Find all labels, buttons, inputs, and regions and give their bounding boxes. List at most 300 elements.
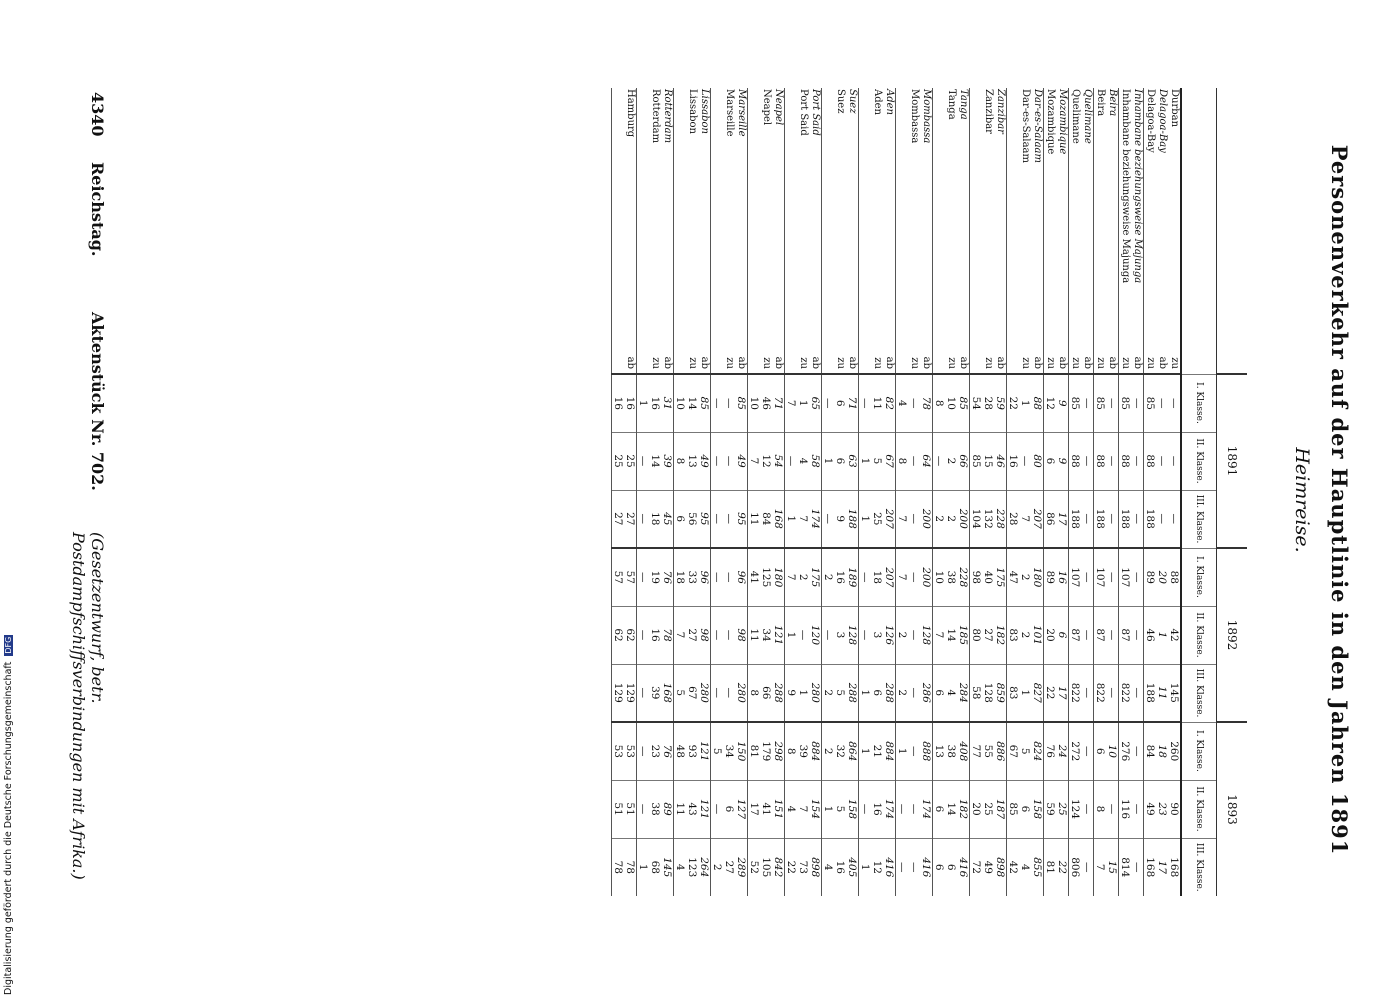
value-cell: 41	[748, 548, 761, 606]
value-cell: 84	[1144, 722, 1157, 780]
table-row	[945, 88, 957, 896]
value-cell: —	[1156, 490, 1168, 548]
value-cell: 31	[661, 374, 674, 432]
value-cell: 62	[612, 606, 625, 664]
class-header: II. Klasse.	[1181, 432, 1217, 490]
value-cell: 416	[883, 838, 896, 896]
value-cell: 1	[785, 490, 798, 548]
station-name: Delagoa-Bay	[1144, 88, 1157, 338]
value-cell: 57	[612, 548, 625, 606]
value-cell: 4	[896, 374, 909, 432]
value-cell: 5	[674, 664, 687, 722]
value-cell: 1	[1019, 374, 1031, 432]
value-cell: —	[637, 606, 650, 664]
table-row	[748, 88, 761, 896]
value-cell: 64	[920, 432, 933, 490]
direction-label	[822, 338, 835, 374]
value-cell: 63	[846, 432, 859, 490]
value-cell: 8	[785, 722, 798, 780]
value-cell: 1	[859, 664, 872, 722]
station-name: Rotterdam	[662, 89, 673, 144]
value-cell: 898	[809, 838, 822, 896]
table-row	[735, 88, 748, 896]
value-cell: 16	[624, 374, 637, 432]
value-cell: 174	[883, 780, 896, 838]
value-cell: 25	[624, 432, 637, 490]
value-cell: —	[797, 606, 809, 664]
value-cell: —	[1106, 432, 1119, 490]
direction-label: ab	[921, 356, 932, 369]
value-cell: —	[723, 374, 735, 432]
value-cell: 39	[661, 432, 674, 490]
table-row	[1119, 88, 1132, 896]
value-cell: 276	[1119, 722, 1132, 780]
value-cell: 17	[1156, 838, 1168, 896]
value-cell: 16	[1007, 432, 1020, 490]
station-name: Durban	[1169, 89, 1180, 128]
table-row	[674, 88, 687, 896]
value-cell: 83	[1007, 606, 1020, 664]
value-cell: 174	[920, 780, 933, 838]
value-cell: —	[1156, 432, 1168, 490]
value-cell: 855	[1031, 838, 1044, 896]
value-cell: 884	[883, 722, 896, 780]
value-cell: 132	[982, 490, 994, 548]
value-cell: 98	[698, 606, 711, 664]
direction-label: zu	[1144, 338, 1157, 374]
value-cell: 18	[674, 548, 687, 606]
value-cell: —	[723, 606, 735, 664]
value-cell: 207	[883, 548, 896, 606]
table-row	[637, 88, 650, 896]
value-cell: 88	[1031, 374, 1044, 432]
value-cell: 168	[1168, 838, 1181, 896]
value-cell: 67	[883, 432, 896, 490]
direction-label	[785, 338, 798, 374]
value-cell: 101	[1031, 606, 1044, 664]
direction-label	[748, 338, 761, 374]
value-cell: 27	[723, 838, 735, 896]
value-cell: 25	[612, 432, 625, 490]
value-cell: 53	[612, 722, 625, 780]
direction-label: zu	[1044, 338, 1057, 374]
page-subtitle: Heimreise.	[1291, 447, 1313, 553]
station-name	[822, 88, 835, 338]
value-cell: 59	[994, 374, 1007, 432]
value-cell: 95	[735, 490, 748, 548]
value-cell: 898	[994, 838, 1007, 896]
value-cell: 85	[1069, 374, 1082, 432]
value-cell: 38	[945, 722, 957, 780]
direction-label	[674, 338, 687, 374]
value-cell: —	[908, 838, 920, 896]
value-cell: 288	[883, 664, 896, 722]
station-name	[859, 88, 872, 338]
value-cell: 81	[1044, 838, 1057, 896]
value-cell: —	[1168, 490, 1181, 548]
value-cell: 88	[1119, 432, 1132, 490]
value-cell: 16	[871, 780, 883, 838]
table-row	[1007, 88, 1020, 896]
class-header: III. Klasse.	[1181, 490, 1217, 548]
passenger-table	[611, 88, 1247, 896]
value-cell: 182	[957, 780, 970, 838]
direction-label: ab	[995, 356, 1006, 369]
value-cell: —	[896, 780, 909, 838]
value-cell: 125	[760, 548, 772, 606]
value-cell: 80	[1031, 432, 1044, 490]
class-header: II. Klasse.	[1181, 780, 1217, 838]
value-cell: 82	[883, 374, 896, 432]
value-cell: —	[1081, 374, 1094, 432]
class-header-row	[1181, 88, 1217, 896]
value-cell: 85	[698, 374, 711, 432]
table-row	[1131, 88, 1144, 896]
value-cell: 822	[1119, 664, 1132, 722]
value-cell: 71	[846, 374, 859, 432]
direction-label: ab	[1082, 356, 1093, 369]
value-cell: 5	[711, 722, 724, 780]
value-cell: 1	[859, 490, 872, 548]
value-cell: 54	[970, 374, 983, 432]
value-cell: 88	[1168, 548, 1181, 606]
value-cell: 8	[674, 432, 687, 490]
value-cell: 22	[785, 838, 798, 896]
value-cell: —	[711, 606, 724, 664]
value-cell: 4	[822, 838, 835, 896]
value-cell: 57	[624, 548, 637, 606]
value-cell: 284	[957, 664, 970, 722]
document-note: (Gesetzentwurf, betr. Postdampfschiffsverbindungen mit Afrika.)	[69, 532, 107, 880]
value-cell: 158	[846, 780, 859, 838]
value-cell: 1	[822, 780, 835, 838]
class-header: I. Klasse.	[1181, 548, 1217, 606]
direction-label: zu	[724, 357, 735, 369]
digitization-credit	[3, 600, 15, 995]
value-cell: 5	[834, 664, 846, 722]
value-cell: 286	[920, 664, 933, 722]
value-cell: 18	[871, 548, 883, 606]
direction-label: ab	[625, 356, 636, 369]
value-cell: 42	[1007, 838, 1020, 896]
value-cell: 48	[674, 722, 687, 780]
value-cell: 408	[957, 722, 970, 780]
value-cell: 49	[698, 432, 711, 490]
value-cell: 98	[970, 548, 983, 606]
value-cell: —	[711, 780, 724, 838]
value-cell: 71	[772, 374, 785, 432]
direction-label: ab	[699, 356, 710, 369]
value-cell: 107	[1119, 548, 1132, 606]
station-name: Suez	[847, 89, 858, 114]
table-row	[1044, 88, 1057, 896]
table-row	[846, 88, 859, 896]
direction-label	[1007, 338, 1020, 374]
value-cell: —	[859, 374, 872, 432]
value-cell: 33	[686, 548, 698, 606]
value-cell: 87	[1069, 606, 1082, 664]
value-cell: 11	[674, 780, 687, 838]
value-cell: —	[1081, 722, 1094, 780]
value-cell: 121	[772, 606, 785, 664]
value-cell: 188	[1119, 490, 1132, 548]
value-cell: 11	[871, 374, 883, 432]
value-cell: 68	[649, 838, 661, 896]
value-cell: 151	[772, 780, 785, 838]
value-cell: 128	[982, 664, 994, 722]
value-cell: 6	[933, 838, 946, 896]
station-name	[896, 88, 909, 338]
station-name: Tanga	[946, 89, 957, 120]
station-name: Suez	[835, 89, 846, 114]
value-cell: 1	[859, 838, 872, 896]
table-row	[785, 88, 798, 896]
value-cell: 4	[674, 838, 687, 896]
value-cell: 107	[1094, 548, 1107, 606]
value-cell: 95	[698, 490, 711, 548]
table-row	[908, 88, 920, 896]
value-cell: 53	[624, 722, 637, 780]
value-cell: 6	[933, 664, 946, 722]
value-cell: 6	[933, 780, 946, 838]
value-cell: 200	[920, 548, 933, 606]
value-cell: —	[1131, 432, 1144, 490]
value-cell: 1	[859, 722, 872, 780]
value-cell: 46	[1144, 606, 1157, 664]
station-name: Quelimane	[1069, 88, 1082, 338]
station-name	[637, 88, 650, 338]
value-cell: —	[711, 374, 724, 432]
value-cell: 416	[957, 838, 970, 896]
table-row	[624, 88, 637, 896]
value-cell: 7	[896, 548, 909, 606]
value-cell: 42	[1168, 606, 1181, 664]
value-cell: 34	[760, 606, 772, 664]
value-cell: —	[1106, 374, 1119, 432]
value-cell: 121	[698, 780, 711, 838]
value-cell: —	[1106, 490, 1119, 548]
table-row	[920, 88, 933, 896]
value-cell: —	[1156, 374, 1168, 432]
table-row	[661, 88, 674, 896]
value-cell: 185	[957, 606, 970, 664]
station-name: Beira	[1107, 89, 1118, 117]
value-cell: —	[1081, 664, 1094, 722]
direction-label	[637, 338, 650, 374]
value-cell: 2	[822, 664, 835, 722]
value-cell: 51	[624, 780, 637, 838]
direction-label: ab	[958, 356, 969, 369]
station-name: Dar-es-Salaam	[1032, 89, 1043, 163]
value-cell: 54	[772, 432, 785, 490]
page-title: Personenverkehr auf der Hauptlinie in den Jahren 1891	[1327, 144, 1352, 856]
value-cell: 126	[883, 606, 896, 664]
value-cell: 22	[1056, 838, 1069, 896]
value-cell: 65	[809, 374, 822, 432]
value-cell: 124	[1069, 780, 1082, 838]
value-cell: 27	[982, 606, 994, 664]
value-cell: 18	[649, 490, 661, 548]
value-cell: 55	[982, 722, 994, 780]
direction-label	[896, 338, 909, 374]
value-cell: 2	[711, 838, 724, 896]
value-cell: 189	[846, 548, 859, 606]
value-cell: 39	[797, 722, 809, 780]
value-cell: 814	[1119, 838, 1132, 896]
station-name: Hamburg	[625, 89, 636, 138]
value-cell: 2	[822, 548, 835, 606]
table-row	[871, 88, 883, 896]
value-cell: —	[908, 606, 920, 664]
value-cell: 89	[661, 780, 674, 838]
value-cell: 45	[661, 490, 674, 548]
value-cell: 288	[772, 664, 785, 722]
value-cell: —	[908, 722, 920, 780]
value-cell: 129	[612, 664, 625, 722]
value-cell: 6	[723, 780, 735, 838]
value-cell: 51	[612, 780, 625, 838]
value-cell: 6	[834, 374, 846, 432]
station-name: Rotterdam	[650, 89, 661, 144]
table-row	[1144, 88, 1157, 896]
value-cell: 16	[612, 374, 625, 432]
value-cell: 145	[661, 838, 674, 896]
direction-label: zu	[761, 357, 772, 369]
value-cell: 5	[871, 432, 883, 490]
value-cell: 20	[1156, 548, 1168, 606]
value-cell: 85	[1119, 374, 1132, 432]
value-cell: 272	[1069, 722, 1082, 780]
table-row	[772, 88, 785, 896]
table-row	[933, 88, 946, 896]
value-cell: 280	[809, 664, 822, 722]
direction-label: ab	[736, 356, 747, 369]
direction-label: zu	[1119, 338, 1132, 374]
value-cell: 11	[748, 606, 761, 664]
value-cell: 16	[649, 606, 661, 664]
value-cell: 7	[933, 606, 946, 664]
station-name: Neapel	[773, 89, 784, 126]
value-cell: 822	[1094, 664, 1107, 722]
value-cell: 824	[1031, 722, 1044, 780]
value-cell: 168	[1144, 838, 1157, 896]
value-cell: 288	[846, 664, 859, 722]
value-cell: 22	[1007, 374, 1020, 432]
page-header	[71, 92, 107, 932]
value-cell: 2	[896, 664, 909, 722]
value-cell: 188	[1144, 664, 1157, 722]
value-cell: 12	[1044, 374, 1057, 432]
value-cell: —	[637, 780, 650, 838]
value-cell: —	[637, 548, 650, 606]
value-cell: 121	[698, 722, 711, 780]
direction-label: zu	[946, 357, 957, 369]
value-cell: 3	[834, 606, 846, 664]
value-cell: 88	[1144, 432, 1157, 490]
value-cell: 7	[797, 780, 809, 838]
value-cell: 2	[945, 490, 957, 548]
value-cell: 5	[1019, 722, 1031, 780]
value-cell: 49	[1144, 780, 1157, 838]
value-cell: 6	[871, 664, 883, 722]
value-cell: 207	[883, 490, 896, 548]
value-cell: —	[1131, 548, 1144, 606]
value-cell: 2	[896, 606, 909, 664]
value-cell: 38	[649, 780, 661, 838]
table-row	[1094, 88, 1107, 896]
value-cell: 81	[748, 722, 761, 780]
value-cell: —	[1106, 780, 1119, 838]
value-cell: —	[1168, 374, 1181, 432]
value-cell: 6	[1094, 722, 1107, 780]
value-cell: 77	[970, 722, 983, 780]
direction-label	[933, 338, 946, 374]
value-cell: 886	[994, 722, 1007, 780]
value-cell: 13	[686, 432, 698, 490]
value-cell: 85	[1007, 780, 1020, 838]
value-cell: 10	[1106, 722, 1119, 780]
direction-label: ab	[847, 356, 858, 369]
value-cell: 228	[957, 548, 970, 606]
value-cell: 6	[1044, 432, 1057, 490]
value-cell: 188	[1144, 490, 1157, 548]
value-cell: —	[908, 374, 920, 432]
value-cell: —	[637, 664, 650, 722]
station-name: Mozambique	[1044, 88, 1057, 338]
value-cell: 864	[846, 722, 859, 780]
value-cell: 85	[1094, 374, 1107, 432]
value-cell: 264	[698, 838, 711, 896]
value-cell: 1	[785, 606, 798, 664]
value-cell: 7	[674, 606, 687, 664]
value-cell: 16	[834, 548, 846, 606]
table-row	[1156, 88, 1168, 896]
direction-label	[970, 338, 983, 374]
value-cell: 7	[748, 432, 761, 490]
value-cell: 25	[982, 780, 994, 838]
station-name: Aden	[884, 89, 895, 115]
value-cell: 22	[1044, 664, 1057, 722]
value-cell: 14	[945, 780, 957, 838]
table-row	[1168, 88, 1181, 896]
station-name: Inhambane beziehungsweise Majunga	[1132, 89, 1143, 284]
value-cell: 34	[723, 722, 735, 780]
value-cell: 174	[809, 490, 822, 548]
value-cell: 859	[994, 664, 1007, 722]
value-cell: 16	[649, 374, 661, 432]
value-cell: 1	[637, 838, 650, 896]
table-row	[809, 88, 822, 896]
value-cell: 25	[871, 490, 883, 548]
value-cell: 6	[945, 838, 957, 896]
value-cell: 10	[945, 374, 957, 432]
table-row	[970, 88, 983, 896]
value-cell: 10	[748, 374, 761, 432]
value-cell: —	[711, 664, 724, 722]
station-name: Zanzibar	[983, 89, 994, 134]
year-1892: 1892	[1217, 548, 1248, 722]
value-cell: 25	[1056, 780, 1069, 838]
value-cell: —	[859, 606, 872, 664]
value-cell: 66	[957, 432, 970, 490]
value-cell: 23	[1156, 780, 1168, 838]
value-cell: 105	[760, 838, 772, 896]
value-cell: 188	[1094, 490, 1107, 548]
value-cell: 806	[1069, 838, 1082, 896]
value-cell: —	[1131, 780, 1144, 838]
direction-label: ab	[884, 356, 895, 369]
value-cell: 1	[797, 664, 809, 722]
